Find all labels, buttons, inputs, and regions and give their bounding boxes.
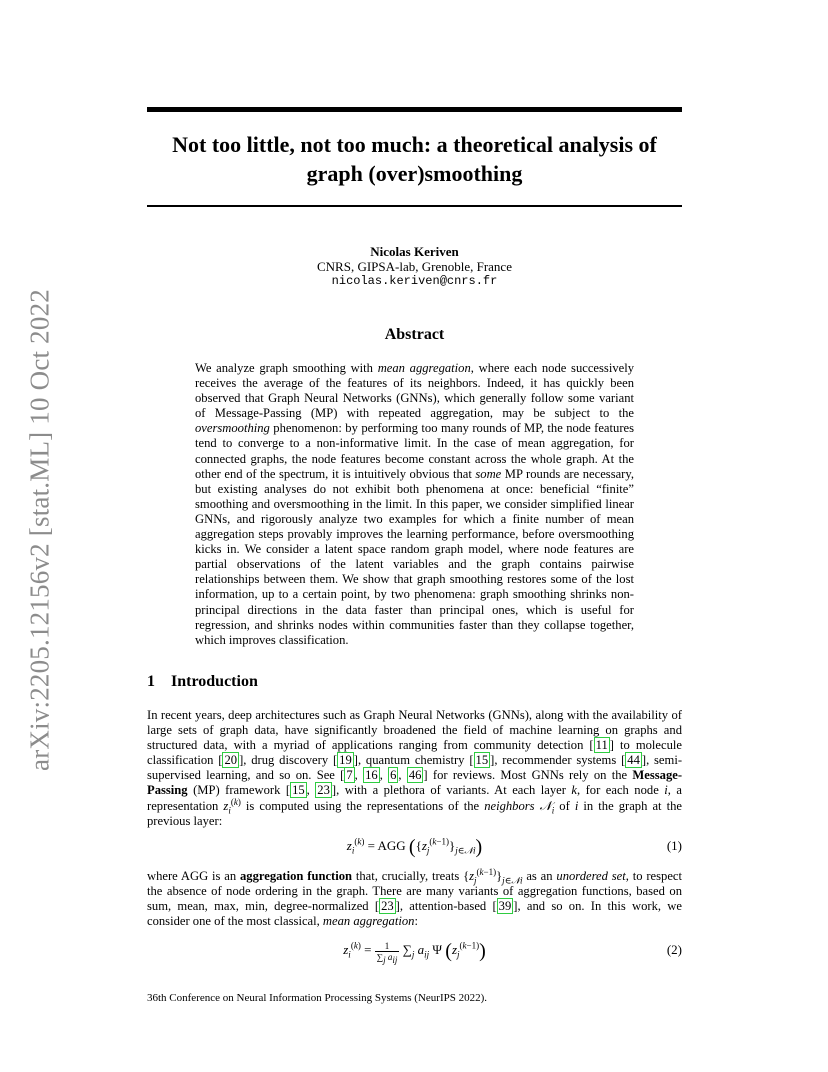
emph-mean-aggregation: mean aggregation (322, 914, 415, 929)
citation-link[interactable]: 19 (339, 753, 352, 768)
section-title: Introduction (171, 673, 258, 690)
author-block (147, 244, 682, 289)
bold-message-passing: Message-Passing (147, 768, 683, 798)
citation-link[interactable]: 15 (475, 753, 489, 768)
abstract-text-4: MP rounds are necessary, but existing analyses do not exhibit both phenomena at once: beneficial “finite” smoothing and oversmoothing in the limit. In this paper, we consider simplified linear GNNs, and rigorously analyze two examples for which a finite number of mean aggregation steps provably improves the learning performance, before oversmoothing kicks in. We consider a latent space random graph model, where node features are partial observations of the latent variables and the graph contains pairwise relationships between them. We show that graph smoothing restores some of the lost information, up to a certain point, by two phenomena: graph smoothing shrinks non-principal directions in the data faster than principal ones, which is useful for regression, and shrinks nodes within communities faster than they collapse together, which improves classification. (195, 466, 635, 647)
abstract-text-1: We analyze graph smoothing with (195, 361, 378, 375)
conference-footnote: 36th Conference on Neural Information Processing Systems (NeurIPS 2022). (147, 992, 488, 1004)
citation-link[interactable]: 16 (365, 768, 378, 783)
abstract-emph-some: some (475, 466, 502, 481)
section-heading-introduction (147, 673, 258, 691)
paper-title (147, 130, 682, 188)
abstract-emph-oversmoothing: oversmoothing (195, 421, 270, 436)
citation-link[interactable]: 6 (390, 768, 397, 783)
equation-2-content: $z_i^{(k)}$ = $\frac{1}{\sum_j a_{ij}}$ $\sum_j$ $a_{ij}$ Ψ $(z_j^{(k-1)})$ (343, 940, 486, 965)
citation-link[interactable]: 39 (498, 899, 512, 914)
section-number: 1 (147, 673, 155, 690)
citation-link[interactable]: 46 (408, 768, 422, 783)
abstract-emph-mean-aggregation: mean aggregation (377, 361, 471, 375)
bold-aggregation-function: aggregation function (239, 869, 353, 883)
abstract-text-3: phenomenon: by performing too many rounds of MP, the node features tend to converge to a non-informative limit. In the case of mean aggregation, for connected graphs, the node features become constant across the whole graph. At the other end of the spectrum, it is intuitively obvious that (195, 421, 634, 481)
intro-paragraph-1: In recent years, deep architectures such as Graph Neural Networks (GNNs), along with the availability of large sets of graph data, have significantly broadened the field of machine learning on graphs and structured data, with a myriad of applications ranging from community detection [ 11 ] to molecule classification [ 20 ], drug discovery [ 19 ], quantum chemistry [ 15 ], recommender systems [ 44 ], semi-supervised learning, and so on. See [ 7 , 16 , 6 , 46 ] for reviews. Most GNNs rely on the Message-Passing (MP) framework [ 15 , 23 ], with a plethora of variants. At each layer k, for each node i, a representation $z_i^{(k)}$ is computed using the representations of the neighbors 𝒩$_i$ of i in the graph at the previous layer: (147, 708, 683, 828)
citation-link[interactable]: 44 (627, 753, 640, 768)
author-name: Nicolas Keriven (370, 244, 459, 259)
emph-neighbors: neighbors (484, 798, 535, 813)
abstract-body (195, 361, 634, 648)
abstract-text-2: , where each node successively receives the average of the features of its neighbors. Indeed, it has quickly been observed that Graph Neural Networks (GNNs), which generally follow some variant of Message-Passing (MP) with repeated aggregation, may be subject to the (195, 361, 635, 421)
arxiv-identifier-text: arXiv:2205.12156v2 [stat.ML] 10 Oct 2022 (24, 289, 55, 771)
title-top-rule (147, 107, 682, 112)
title-bottom-rule (147, 205, 682, 207)
title-line-1: Not too little, not too much: a theoretical analysis of (172, 132, 657, 157)
equation-1-number: (1) (666, 838, 682, 853)
citation-link[interactable]: 23 (381, 899, 394, 914)
abstract-heading: Abstract (384, 326, 445, 343)
emph-unordered-set: unordered set (556, 869, 626, 883)
equation-2-number: (2) (666, 942, 682, 957)
citation-link[interactable]: 15 (292, 783, 305, 798)
equation-2 (147, 940, 682, 965)
intro-paragraph-2: where AGG is an aggregation function that, crucially, treats $\{z_j^{(k-1)}\}_{j\in 𝒩i}$ as an unordered set, to respect the absence of node ordering in the graph. There are many variants of aggregation functions, based on sum, mean, max, min, degree-normalized [ 23 ], attention-based [ 39 ], and so on. In this work, we consider one of the most classical, mean aggregation: (147, 866, 683, 929)
author-email[interactable]: nicolas.keriven@cnrs.fr (331, 274, 498, 288)
author-affiliation: CNRS, GIPSA-lab, Grenoble, France (317, 259, 512, 274)
citation-link[interactable]: 11 (595, 738, 608, 753)
equation-1-content: $z_i^{(k)}$ = AGG $(\{z_j^{(k-1)}\}_{j\in 𝒩i})$ (346, 836, 483, 858)
title-line-2: graph (over)smoothing (306, 161, 523, 186)
citation-link[interactable]: 20 (224, 753, 238, 768)
equation-1 (147, 836, 682, 858)
citation-link[interactable]: 23 (317, 783, 330, 798)
citation-link[interactable]: 7 (346, 768, 353, 783)
